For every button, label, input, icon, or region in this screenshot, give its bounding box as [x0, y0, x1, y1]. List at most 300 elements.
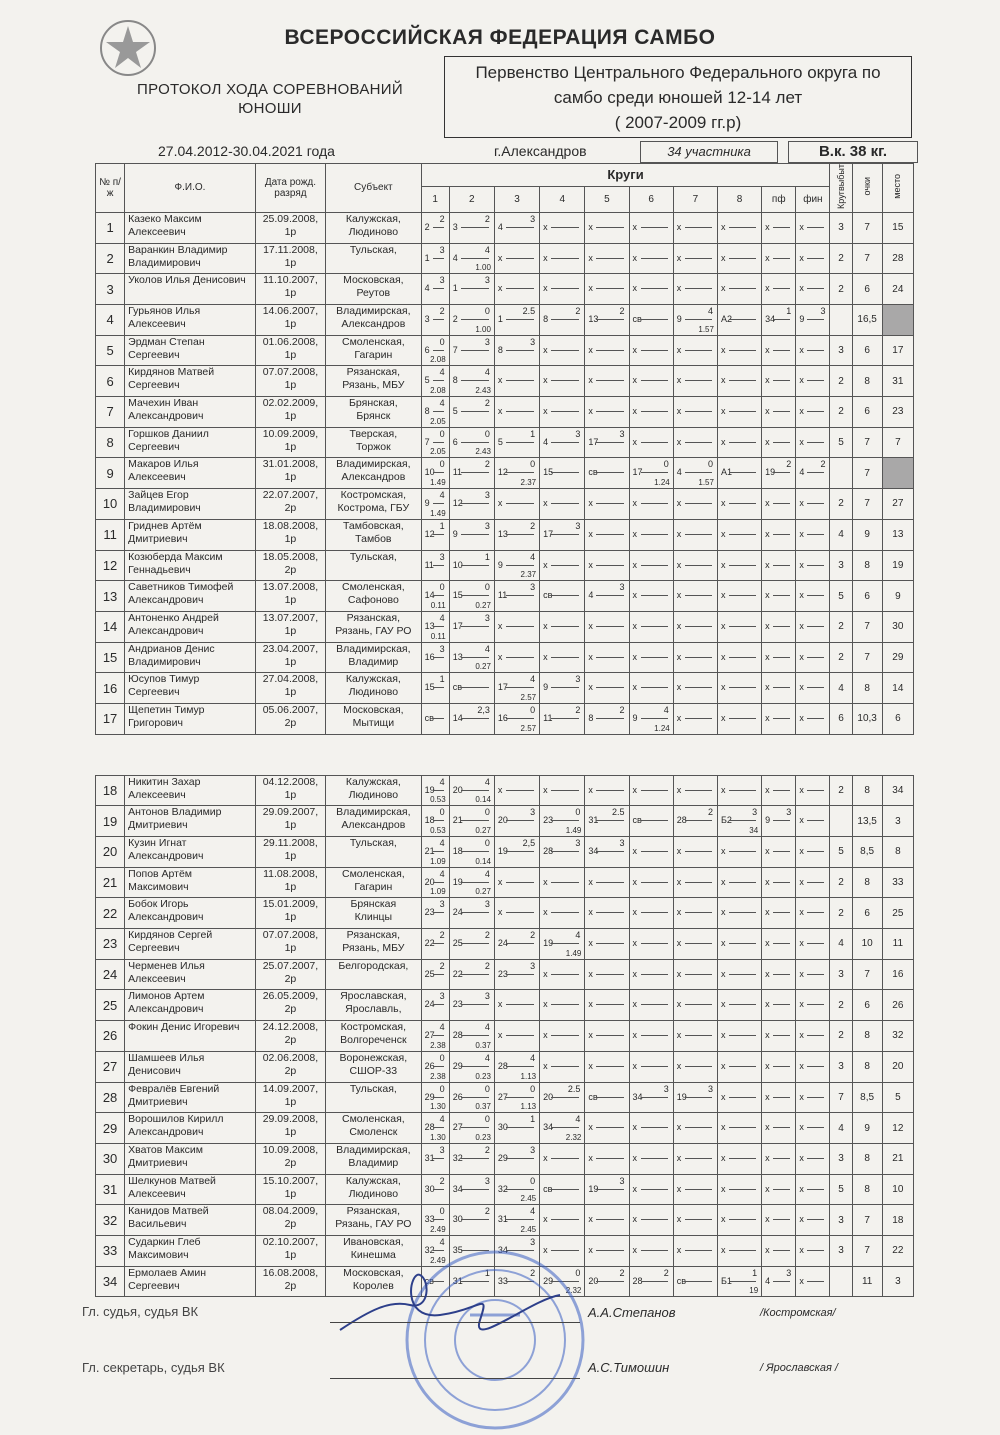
round-points: 0 [484, 838, 490, 848]
round-cell [673, 366, 717, 397]
round-cell [796, 1235, 830, 1266]
round-cell [762, 550, 796, 581]
round-line [685, 1097, 712, 1098]
round-cell [585, 427, 629, 458]
subject-city: Александров [341, 318, 406, 330]
round-line [807, 472, 824, 473]
protocol-line-1: ПРОТОКОЛ ХОДА СОРЕВНОВАНИЙ [137, 81, 403, 98]
round-points: 0 [484, 1114, 490, 1125]
opponent-number: 26 [424, 1060, 435, 1071]
subject-city: Людиново [348, 225, 399, 238]
opponent-number: 12 [497, 467, 508, 478]
round-line [641, 472, 668, 473]
opponent-number: 22 [452, 968, 463, 979]
round-cell [762, 1235, 796, 1266]
round-mark: x [720, 590, 726, 601]
row-number: 34 [96, 1266, 125, 1297]
athlete-patronymic: Григорович [128, 716, 183, 729]
round-line [506, 943, 534, 944]
round-line [729, 1281, 756, 1282]
round-time: 0.37 [475, 1040, 491, 1050]
round-line [685, 319, 712, 320]
round-mark: x [588, 784, 593, 795]
round-cell [494, 519, 539, 550]
round-cell [540, 458, 585, 489]
round-line [506, 411, 534, 412]
round-line [807, 1189, 824, 1190]
federation-title: ВСЕРОССИЙСКАЯ ФЕДЕРАЦИЯ САМБО [284, 26, 716, 49]
round-points: 4 [484, 643, 490, 654]
round-line [506, 319, 534, 320]
round-cell [540, 775, 585, 806]
opponent-number: 34 [765, 314, 776, 324]
birth-date [255, 959, 325, 990]
round-line [551, 718, 579, 719]
round-points: 0 [663, 459, 669, 470]
round-mark: x [632, 590, 638, 601]
round-points: 0 [707, 459, 713, 470]
round-cell [762, 519, 796, 550]
athlete-name [125, 212, 256, 243]
round-cell [585, 489, 629, 520]
birth-date [255, 1113, 325, 1144]
round-line [685, 943, 712, 944]
round-line [461, 503, 489, 504]
subject-city: Александров [341, 819, 406, 832]
round-cell [421, 581, 449, 612]
round-points: 3 [663, 1083, 669, 1094]
round-line [433, 790, 444, 791]
round-cell [762, 397, 796, 428]
round-line [729, 380, 756, 381]
round-out: 2 [830, 775, 852, 806]
athlete-patronymic: Алексеевич [128, 318, 186, 330]
round-cell [449, 427, 494, 458]
round-cell [494, 458, 539, 489]
subject-region: Рязанская, [346, 1205, 400, 1218]
round-cell [421, 1021, 449, 1052]
points: 8 [852, 550, 882, 581]
round-mark: x [632, 221, 638, 232]
athlete-patronymic: Александрович [128, 410, 204, 423]
opponent-number: 11 [452, 467, 463, 478]
round-points: 0 [530, 1083, 536, 1094]
round-header-5: 5 [585, 186, 629, 212]
round-out: 2 [830, 243, 852, 274]
place: 20 [882, 1051, 913, 1082]
athlete-name [125, 519, 256, 550]
round-points: 4 [439, 398, 445, 409]
round-line [807, 411, 824, 412]
round-mark: x [543, 252, 548, 263]
round-cell [673, 274, 717, 305]
round-line [773, 851, 790, 852]
round-line [506, 1004, 534, 1005]
round-mark: x [720, 784, 726, 795]
opponent-number: 23 [452, 999, 463, 1010]
round-cell [796, 1051, 830, 1082]
participants-count: 34 участника [640, 141, 778, 163]
round-points: 3 [786, 807, 792, 818]
round-line [807, 820, 824, 821]
place: 3 [882, 1266, 913, 1297]
round-line [433, 1097, 444, 1098]
opponent-number: 34 [497, 1244, 508, 1255]
kruginfo-label: Кругвыбыт [835, 164, 846, 209]
round-cell [629, 673, 673, 704]
round-points: 4 [484, 367, 490, 378]
round-line [551, 258, 579, 259]
opponent-number: 31 [588, 815, 599, 826]
round-cell [717, 1113, 761, 1144]
round-line [773, 1281, 790, 1282]
table-row [96, 458, 914, 489]
round-cell [585, 898, 629, 929]
round-cell [673, 642, 717, 673]
round-mark: x [588, 938, 593, 949]
round-mark: x [799, 252, 804, 263]
round-points: 3 [484, 899, 490, 910]
subject-region: Брянская, [349, 397, 398, 410]
opponent-number: 14 [452, 712, 463, 723]
points: 7 [852, 458, 882, 489]
birth-date [255, 243, 325, 274]
round-line [729, 1004, 756, 1005]
round-cell [540, 1021, 585, 1052]
round-line [506, 974, 534, 975]
round-points: 1 [752, 1267, 758, 1278]
athlete-name [125, 305, 256, 336]
round-mark: x [632, 1060, 638, 1071]
opponent-number: 5 [424, 375, 430, 386]
round-cell [629, 581, 673, 612]
round-mark: x [497, 1030, 503, 1041]
athlete-name [125, 335, 256, 366]
birth-date [255, 898, 325, 929]
round-line [596, 687, 623, 688]
athlete-patronymic: Алексеевич [128, 471, 186, 484]
round-line [461, 1097, 489, 1098]
opponent-number: 9 [543, 682, 549, 693]
round-line [433, 820, 444, 821]
subject-city: Людиново [348, 788, 399, 801]
table-row [96, 990, 914, 1021]
subject [326, 990, 421, 1021]
round-line [807, 595, 824, 596]
round-mark: x [632, 907, 638, 918]
athlete-name [125, 366, 256, 397]
birth-date [255, 366, 325, 397]
opponent-number: 24 [424, 999, 435, 1010]
round-mark: x [676, 1183, 682, 1194]
opponent-number: 12 [424, 528, 435, 539]
round-cell [540, 990, 585, 1021]
athlete-patronymic: Геннадьевич [128, 563, 191, 576]
round-line [807, 851, 824, 852]
round-points: 4 [530, 1052, 536, 1063]
round-line [551, 626, 579, 627]
round-line [773, 943, 790, 944]
round-mark: x [588, 1152, 593, 1163]
opponent-number: 9 [424, 498, 430, 509]
subject [326, 335, 421, 366]
round-line [551, 1158, 579, 1159]
round-mark: x [799, 1244, 804, 1255]
round-cell [717, 867, 761, 898]
round-line [729, 1189, 756, 1190]
round-line [596, 1035, 623, 1036]
round-cell [629, 550, 673, 581]
round-cell [673, 427, 717, 458]
round-cell [673, 335, 717, 366]
round-line [433, 1189, 444, 1190]
round-cell [796, 806, 830, 837]
round-points: 0 [439, 1206, 445, 1217]
round-line [641, 943, 668, 944]
table-row [96, 611, 914, 642]
subject-region: Рязанская, [346, 366, 400, 379]
subject [326, 519, 421, 550]
points: 8,5 [852, 1082, 882, 1113]
round-line [729, 657, 756, 658]
sport-rank: 1р [284, 440, 297, 453]
round-cell [717, 519, 761, 550]
round-cell [629, 1174, 673, 1205]
round-mark: x [799, 498, 804, 509]
athlete-surname: Никитин Захар [128, 775, 201, 788]
round-line [729, 595, 756, 596]
round-time: 1.57 [698, 478, 714, 488]
round-cell [585, 867, 629, 898]
sport-rank: 1р [284, 655, 297, 668]
sport-rank: 2р [284, 1156, 297, 1169]
opponent-number: 17 [497, 682, 508, 693]
round-cell [585, 1082, 629, 1113]
round-cell [540, 427, 585, 458]
round-cell [449, 1082, 494, 1113]
round-mark: x [799, 999, 804, 1010]
round-line [596, 974, 623, 975]
round-line [685, 1127, 712, 1128]
round-cell [796, 550, 830, 581]
round-mark: x [765, 651, 770, 662]
round-time: 0.37 [475, 1102, 491, 1112]
round-points: 3 [530, 582, 536, 593]
round-mark: x [632, 968, 638, 979]
sport-rank: 2р [284, 1064, 297, 1077]
row-number: 1 [96, 212, 125, 243]
round-cell [717, 1051, 761, 1082]
opponent-number: 31 [497, 1214, 508, 1225]
round-time: 0.11 [430, 631, 446, 641]
round-cell [717, 1082, 761, 1113]
round-line [506, 718, 534, 719]
round-mark: x [632, 283, 638, 294]
opponent-number: 19 [452, 876, 463, 887]
round-header-7: 7 [673, 186, 717, 212]
round-out: 3 [830, 1143, 852, 1174]
round-mark: x [799, 1122, 804, 1133]
place: 22 [882, 1235, 913, 1266]
round-line [729, 227, 756, 228]
round-cell [762, 1021, 796, 1052]
points: 7 [852, 642, 882, 673]
round-line [773, 718, 790, 719]
athlete-patronymic: Дмитриевич [128, 532, 188, 545]
round-line [685, 595, 712, 596]
round-cell [494, 305, 539, 336]
round-cell [421, 489, 449, 520]
round-header-6: 6 [629, 186, 673, 212]
round-time: 0.23 [475, 1132, 491, 1142]
round-cell [717, 1174, 761, 1205]
round-line [461, 687, 489, 688]
round-line [685, 1281, 712, 1282]
table-row [96, 366, 914, 397]
athlete-patronymic: Сергеевич [128, 379, 180, 392]
athlete-patronymic: Александрович [128, 624, 204, 637]
round-header-10: фин [796, 186, 830, 212]
round-mark: x [765, 406, 770, 417]
round-cell [449, 305, 494, 336]
opponent-number: 4 [799, 467, 805, 478]
round-cell [762, 806, 796, 837]
round-line [551, 503, 579, 504]
table-row [96, 959, 914, 990]
round-cell [673, 673, 717, 704]
round-line [807, 1035, 824, 1036]
round-mark: x [497, 283, 503, 294]
athlete-surname: Макаров Илья [128, 458, 199, 471]
round-cell [585, 274, 629, 305]
round-line [807, 1281, 824, 1282]
opponent-number: 34 [452, 1183, 463, 1194]
round-mark: x [497, 999, 503, 1010]
round-mark: x [632, 436, 638, 447]
round-out: 3 [830, 1051, 852, 1082]
round-cell [585, 775, 629, 806]
athlete-surname: Попов Артём [128, 867, 193, 880]
athlete-name [125, 1021, 256, 1052]
col-name: Ф.И.О. [125, 164, 256, 213]
round-cell [540, 929, 585, 960]
birth-date-value: 02.10.2007, [262, 1235, 319, 1248]
round-mark: x [676, 999, 682, 1010]
opponent-number: 24 [497, 938, 508, 949]
protocol-line-2: ЮНОШИ [238, 100, 302, 117]
round-cell [540, 274, 585, 305]
row-number: 29 [96, 1113, 125, 1144]
round-line [596, 790, 623, 791]
round-cell [673, 397, 717, 428]
round-mark: x [676, 620, 682, 631]
round-cell [717, 959, 761, 990]
round-cell [421, 1205, 449, 1236]
place-label: место [892, 174, 903, 199]
round-mark: x [676, 1214, 682, 1225]
round-cell [673, 898, 717, 929]
round-mark: x [765, 712, 770, 723]
opponent-number: 13 [424, 620, 435, 631]
opponent-number: 13 [497, 528, 508, 539]
birth-date [255, 673, 325, 704]
round-mark: x [632, 252, 638, 263]
round-time: 2.43 [475, 386, 491, 396]
round-cell [494, 489, 539, 520]
round-cell [421, 806, 449, 837]
opponent-number: 10 [452, 559, 463, 570]
round-cell [629, 1021, 673, 1052]
round-points: 3 [530, 960, 536, 971]
round-cell [494, 898, 539, 929]
round-line [685, 503, 712, 504]
round-mark: x [720, 344, 726, 355]
round-mark: x [543, 1030, 548, 1041]
athlete-patronymic: Алексеевич [128, 788, 186, 801]
round-time: 1.00 [475, 263, 491, 273]
round-line [729, 411, 756, 412]
table-row [96, 519, 914, 550]
round-cell [421, 427, 449, 458]
round-mark: x [799, 1183, 804, 1194]
place: 3 [882, 806, 913, 837]
round-points: 4 [484, 1022, 490, 1033]
round-points: 2 [575, 704, 581, 715]
opponent-number: 14 [424, 590, 435, 601]
round-mark: x [676, 907, 682, 918]
opponent-number: 6 [424, 344, 430, 355]
birth-date-value: 16.08.2008, [262, 1266, 319, 1279]
athlete-patronymic: Сергеевич [128, 1279, 180, 1292]
opponent-number: 9 [676, 314, 682, 324]
round-line [551, 288, 579, 289]
round-points: 2 [484, 459, 490, 470]
opponent-number: 8 [543, 314, 549, 324]
birth-date [255, 305, 325, 336]
opponent-number: 19 [543, 938, 554, 949]
round-mark: x [799, 712, 804, 723]
sport-rank: 2р [284, 1218, 297, 1231]
round-cell [540, 959, 585, 990]
athlete-surname: Антоненко Андрей [128, 611, 219, 624]
subject-city: Людиново [348, 1187, 399, 1200]
opponent-number: 15 [452, 590, 463, 601]
round-cell [540, 243, 585, 274]
birth-date-value: 23.04.2007, [262, 642, 319, 655]
opponent-number: А1 [720, 467, 732, 478]
round-line [773, 820, 790, 821]
opponent-number: 29 [543, 1275, 554, 1286]
round-line [596, 657, 623, 658]
chief-judge-label: Гл. судья, судья ВК [82, 1304, 199, 1319]
round-line [433, 595, 444, 596]
round-points: 2 [439, 960, 445, 971]
round-line [461, 472, 489, 473]
round-line [773, 227, 790, 228]
subject [326, 397, 421, 428]
round-cell [421, 673, 449, 704]
round-cell [762, 1205, 796, 1236]
round-points: 4 [575, 930, 581, 941]
athlete-name [125, 489, 256, 520]
round-mark: x [588, 682, 593, 693]
round-line [641, 820, 668, 821]
round-cell [421, 335, 449, 366]
round-mark: x [676, 406, 682, 417]
place: 25 [882, 898, 913, 929]
birth-date [255, 1174, 325, 1205]
round-cell [494, 775, 539, 806]
